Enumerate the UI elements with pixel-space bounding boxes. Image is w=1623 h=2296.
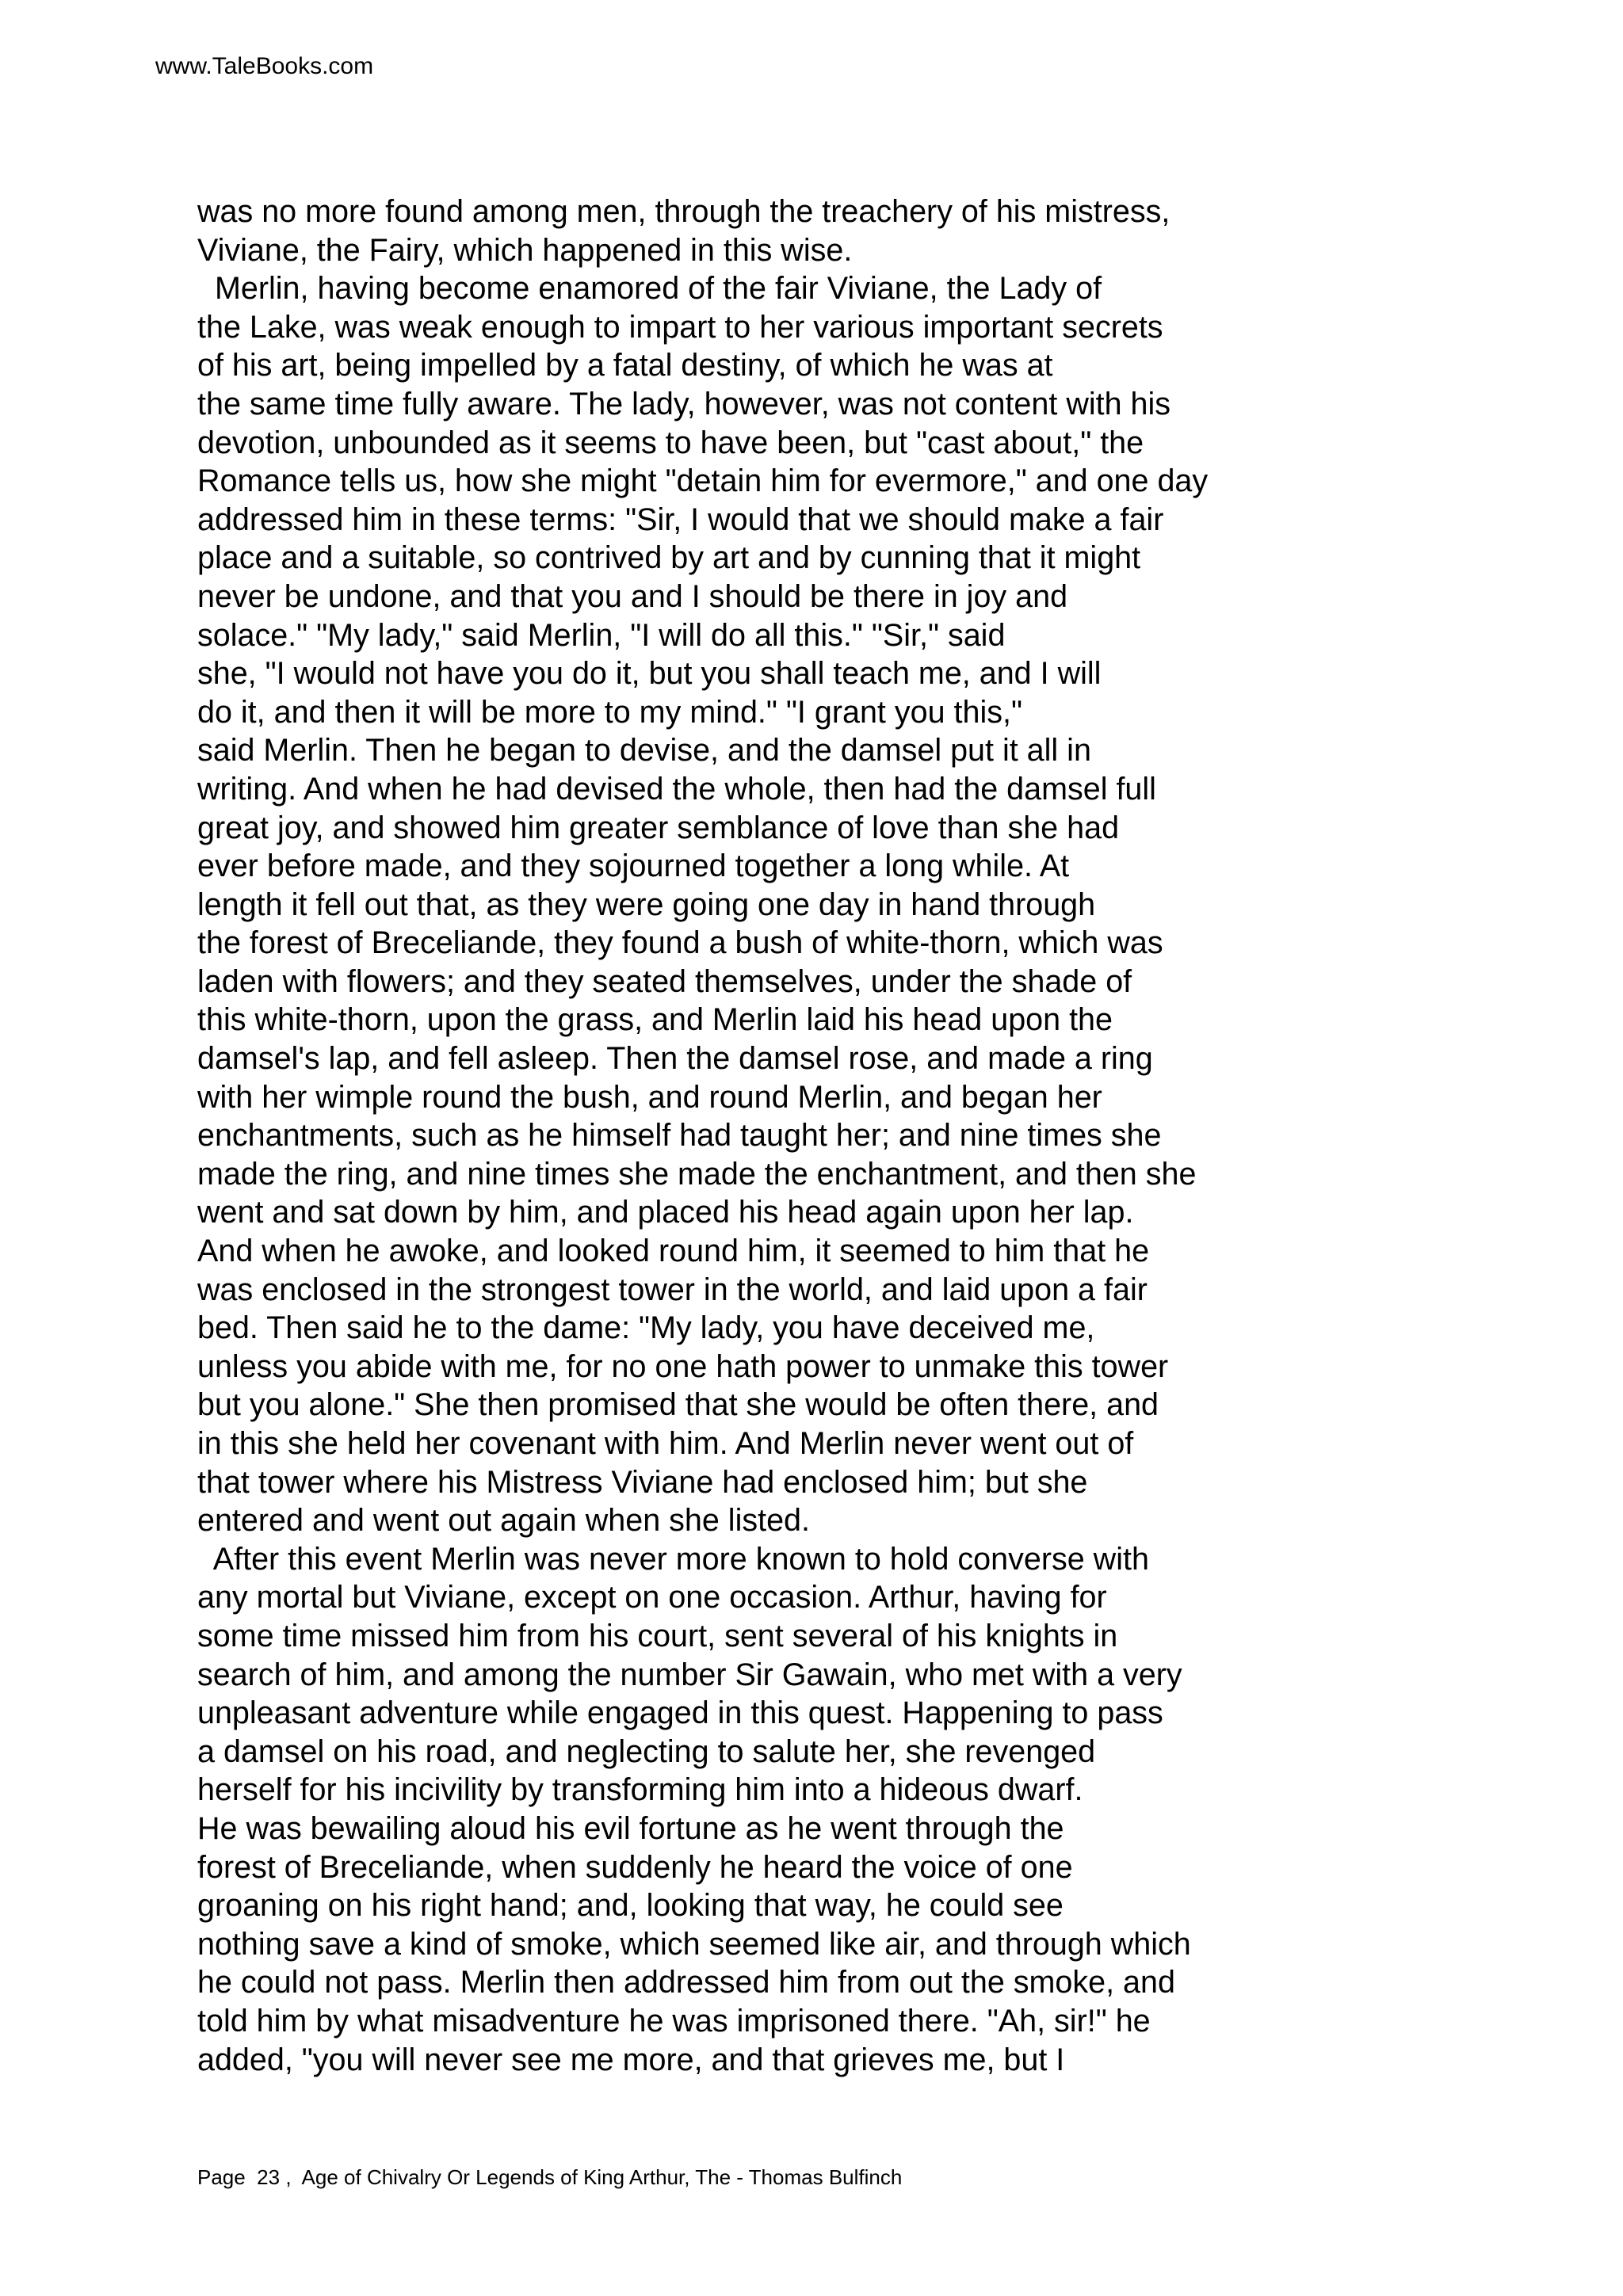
text-line: but you alone." She then promised that she would be often there, and	[197, 1387, 1159, 1423]
text-line: laden with flowers; and they seated themselves, under the shade of	[197, 963, 1132, 999]
text-line: was enclosed in the strongest tower in the world, and laid upon a fair	[197, 1272, 1148, 1307]
text-line: place and a suitable, so contrived by art and by cunning that it might	[197, 540, 1141, 576]
text-line: He was bewailing aloud his evil fortune as he went through the	[197, 1810, 1064, 1846]
text-line: groaning on his right hand; and, looking that way, he could see	[197, 1888, 1064, 1924]
text-line: ever before made, and they sojourned together a long while. At	[197, 849, 1070, 884]
text-line: damsel's lap, and fell asleep. Then the damsel rose, and made a ring	[197, 1041, 1153, 1077]
text-line: solace." "My lady," said Merlin, "I will do all this." "Sir," said	[197, 617, 1006, 653]
text-line: made the ring, and nine times she made the enchantment, and then she	[197, 1156, 1197, 1192]
text-line: Merlin, having become enamored of the fair Viviane, the Lady of	[197, 271, 1102, 307]
text-line: some time missed him from his court, sent several of his knights in	[197, 1618, 1118, 1653]
text-line: added, "you will never see me more, and that grieves me, but I	[197, 2042, 1065, 2077]
text-line: with her wimple round the bush, and round Merlin, and began her	[197, 1079, 1102, 1115]
text-line: search of him, and among the number Sir Gawain, who met with a very	[197, 1657, 1182, 1692]
text-line: addressed him in these terms: "Sir, I would that we should make a fair	[197, 502, 1164, 537]
text-line: writing. And when he had devised the whole, then had the damsel full	[197, 771, 1156, 807]
text-line: unpleasant adventure while engaged in this quest. Happening to pass	[197, 1695, 1163, 1731]
body-text	[197, 193, 1513, 2079]
text-line: the same time fully aware. The lady, however, was not content with his	[197, 386, 1171, 421]
text-line: he could not pass. Merlin then addressed him from out the smoke, and	[197, 1965, 1175, 2000]
text-line: do it, and then it will be more to my mind." "I grant you this,"	[197, 694, 1023, 730]
text-line: in this she held her covenant with him. And Merlin never went out of	[197, 1426, 1134, 1461]
text-line: unless you abide with me, for no one hath power to unmake this tower	[197, 1348, 1169, 1384]
text-line: nothing save a kind of smoke, which seemed like air, and through which	[197, 1926, 1191, 1962]
text-line: the forest of Breceliande, they found a bush of white-thorn, which was	[197, 925, 1163, 961]
text-line: a damsel on his road, and neglecting to salute her, she revenged	[197, 1733, 1096, 1769]
text-line: great joy, and showed him greater semblance of love than she had	[197, 810, 1120, 845]
text-line: bed. Then said he to the dame: "My lady, you have deceived me,	[197, 1310, 1095, 1346]
text-line: length it fell out that, as they were going one day in hand through	[197, 887, 1096, 922]
text-line: Romance tells us, how she might "detain him for evermore," and one day	[197, 463, 1209, 499]
text-line: Viviane, the Fairy, which happened in this wise.	[197, 232, 853, 268]
text-line: went and sat down by him, and placed his head again upon her lap.	[197, 1195, 1134, 1230]
text-line: never be undone, and that you and I should be there in joy and	[197, 578, 1068, 614]
text-line: said Merlin. Then he began to devise, and the damsel put it all in	[197, 733, 1091, 769]
text-line: told him by what misadventure he was imprisoned there. "Ah, sir!" he	[197, 2003, 1151, 2039]
text-line: After this event Merlin was never more known to hold converse with	[197, 1541, 1149, 1577]
text-line: And when he awoke, and looked round him, it seemed to him that he	[197, 1234, 1150, 1269]
text-line: herself for his incivility by transforming him into a hideous dwarf.	[197, 1772, 1083, 1808]
text-line: this white-thorn, upon the grass, and Merlin laid his head upon the	[197, 1002, 1113, 1038]
text-line: she, "I would not have you do it, but you shall teach me, and I will	[197, 656, 1102, 692]
text-line: that tower where his Mistress Viviane had enclosed him; but she	[197, 1464, 1088, 1500]
text-line: of his art, being impelled by a fatal destiny, of which he was at	[197, 348, 1053, 383]
site-header: www.TaleBooks.com	[155, 53, 374, 79]
text-line: entered and went out again when she listed.	[197, 1503, 810, 1539]
text-line: any mortal but Viviane, except on one occasion. Arthur, having for	[197, 1580, 1107, 1615]
text-line: forest of Breceliande, when suddenly he heard the voice of one	[197, 1849, 1073, 1885]
text-line: devotion, unbounded as it seems to have been, but "cast about," the	[197, 425, 1144, 460]
text-line: enchantments, such as he himself had taught her; and nine times she	[197, 1118, 1162, 1154]
text-line: the Lake, was weak enough to impart to her various important secrets	[197, 309, 1163, 345]
page-footer: Page 23 , Age of Chivalry Or Legends of King Arthur, The - Thomas Bulfinch	[197, 2165, 903, 2189]
text-line: was no more found among men, through the treachery of his mistress,	[197, 194, 1170, 229]
